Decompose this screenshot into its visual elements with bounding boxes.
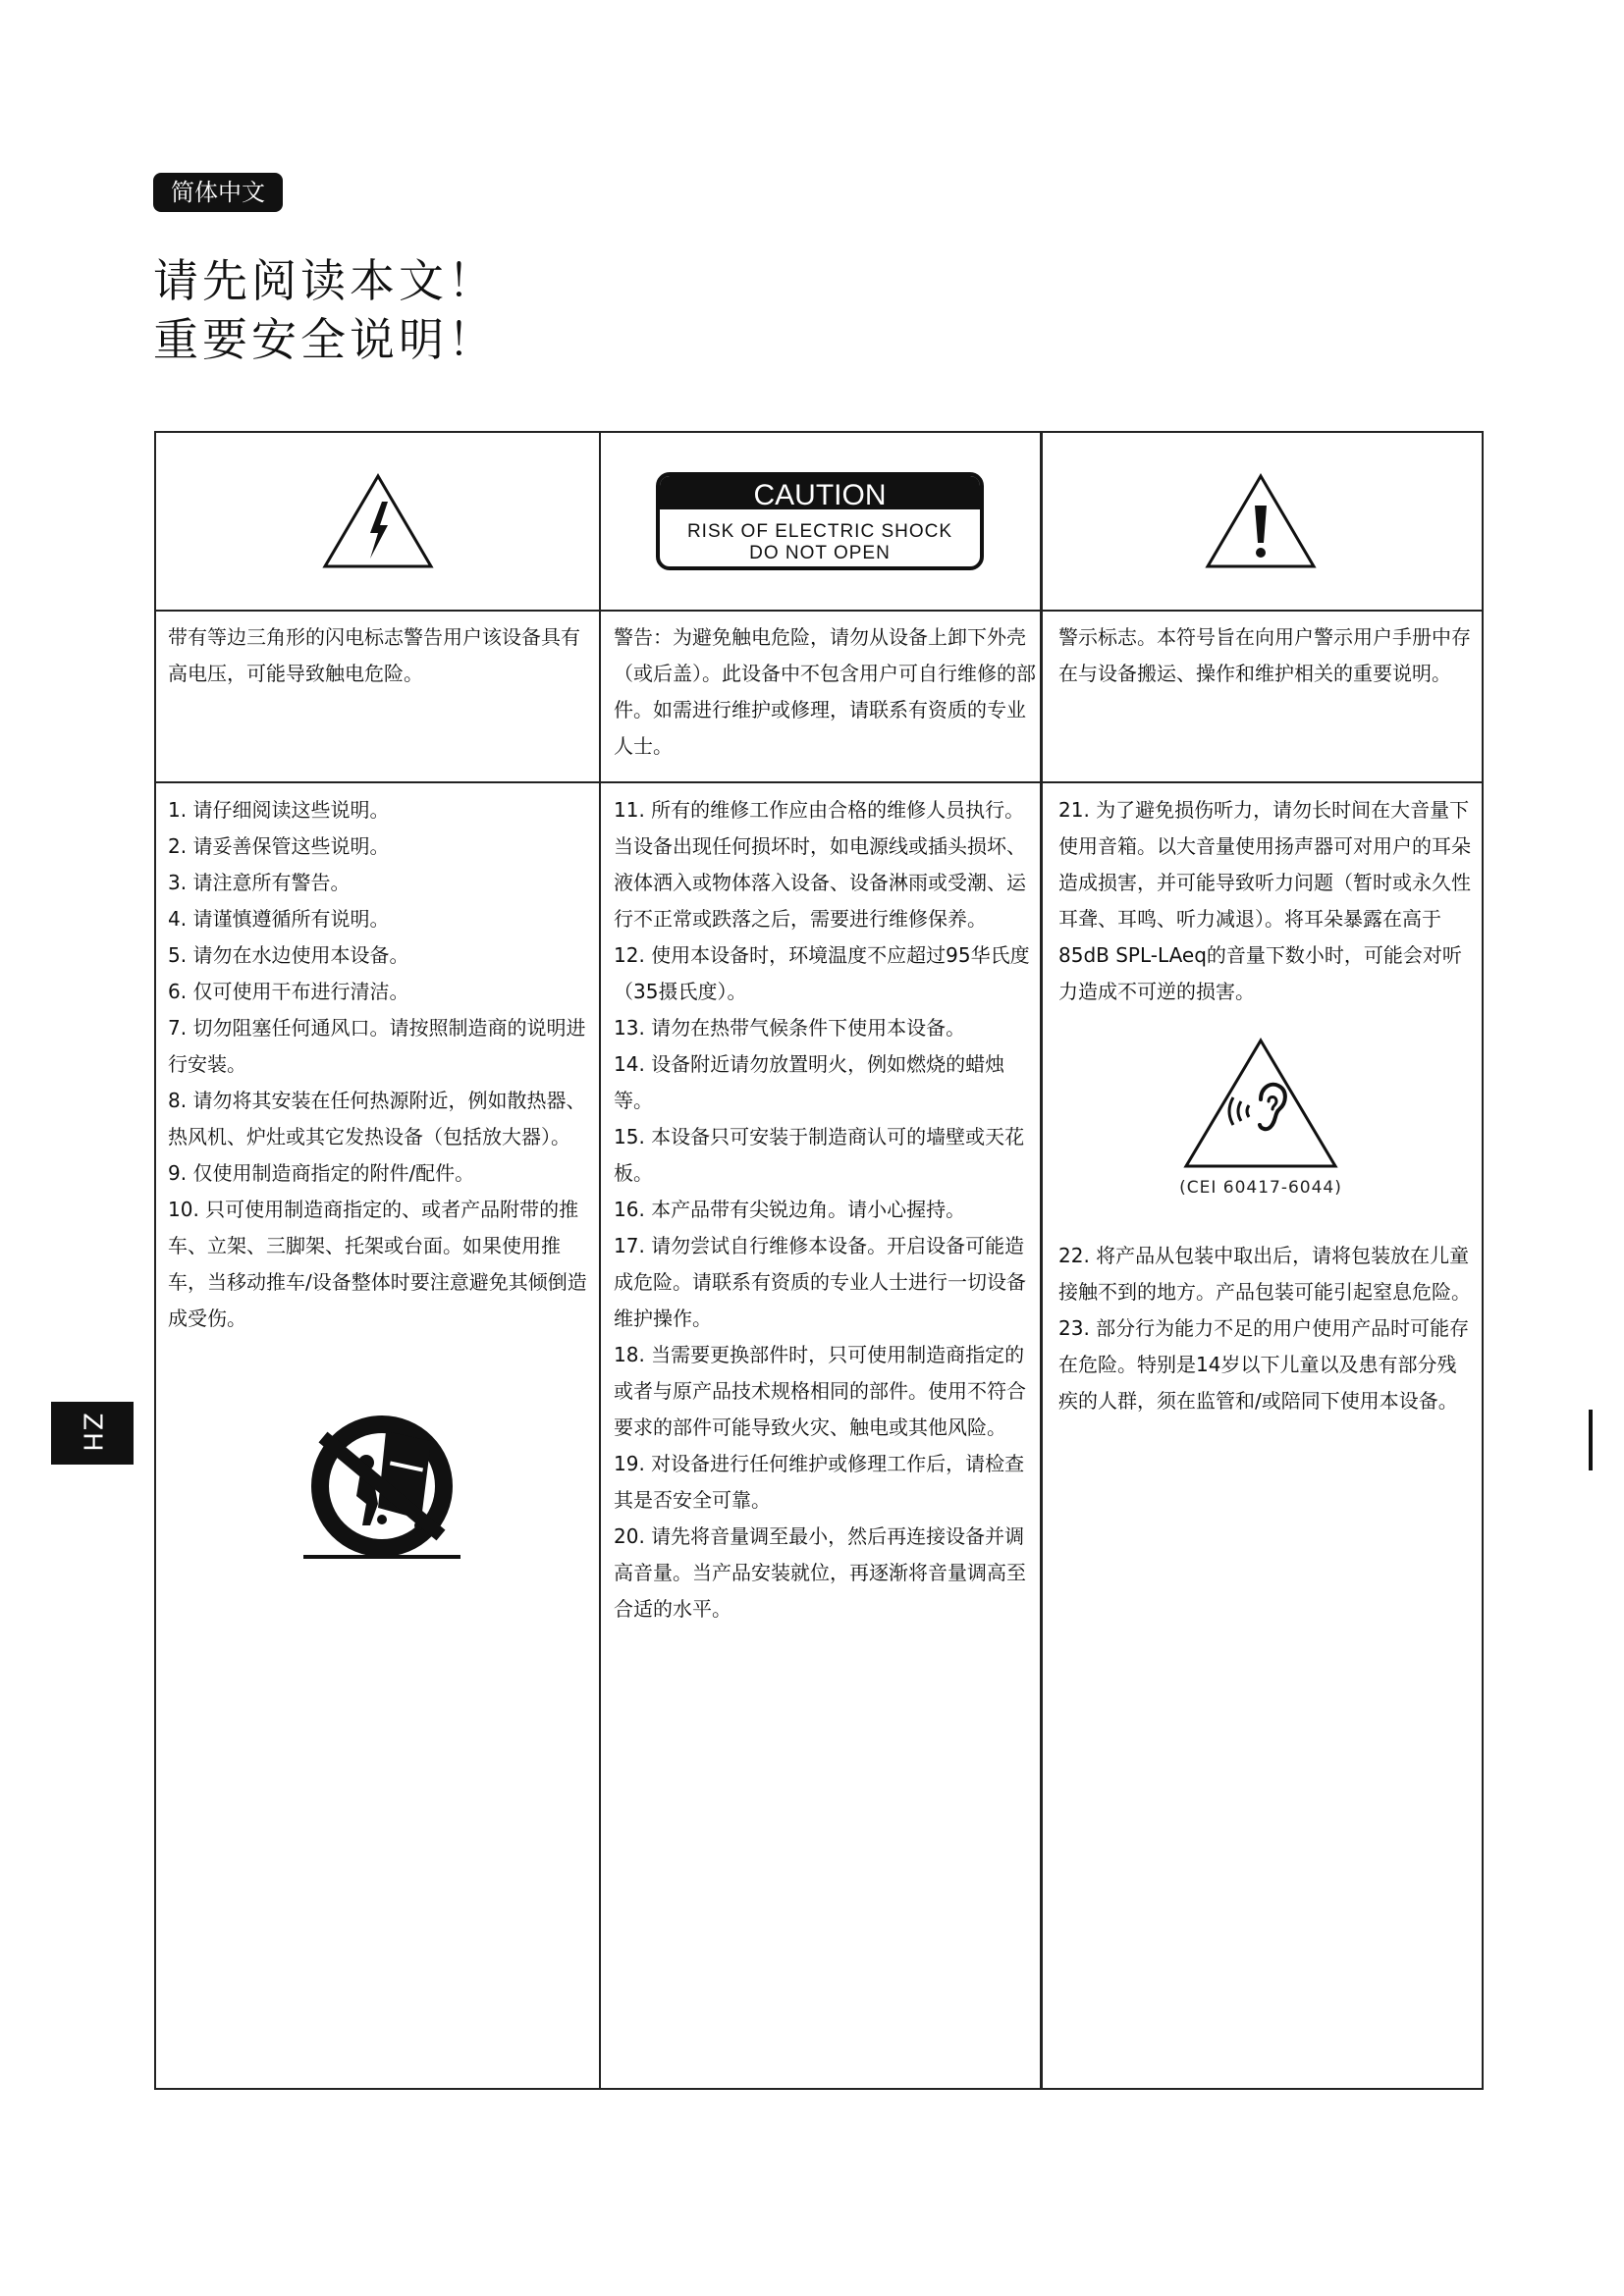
list-item: 4. 请谨慎遵循所有说明。 xyxy=(168,907,390,931)
instructions-list-1 xyxy=(168,792,590,1337)
list-item: 9. 仅使用制造商指定的附件/配件。 xyxy=(168,1161,475,1185)
list-item: 3. 请注意所有警告。 xyxy=(168,871,351,894)
icon-cell-exclamation xyxy=(1040,433,1482,610)
list-item: 1. 请仔细阅读这些说明。 xyxy=(168,798,390,822)
list-item: 11. 所有的维修工作应由合格的维修人员执行。当设备出现任何损坏时，如电源线或插头损坏、液体洒入或物体落入设备、设备淋雨或受潮、运行不正常或跌落之后，需要进行维修保养。 xyxy=(614,798,1026,931)
caution-line-1: RISK OF ELECTRIC SHOCK xyxy=(686,521,952,542)
language-side-tab xyxy=(51,1402,134,1465)
instructions-list-3-top xyxy=(1058,792,1471,1010)
hearing-symbol-block xyxy=(1040,1037,1482,1198)
list-item: 21. 为了避免损伤听力，请勿长时间在大音量下使用音箱。以大音量使用扬声器可对用户的耳朵造成损害，并可能导致听力问题（暂时或永久性耳聋、耳鸣、听力减退）。将耳朵暴露在高于85dB SPL-LAeq的音量下数小时，可能会对听力造成不可逆的损害。 xyxy=(1058,798,1471,1003)
list-item: 2. 请妥善保管这些说明。 xyxy=(168,834,390,858)
list-item: 22. 将产品从包装中取出后，请将包装放在儿童接触不到的地方。产品包装可能引起窒息危险。 xyxy=(1058,1244,1471,1304)
list-item: 14. 设备附近请勿放置明火，例如燃烧的蜡烛等。 xyxy=(614,1052,1005,1112)
side-tab-label: ZH xyxy=(78,1413,107,1454)
row-divider-1 xyxy=(156,610,1482,612)
list-item: 23. 部分行为能力不足的用户使用产品时可能存在危险。特别是14岁以下儿童以及患有部分残疾的人群，须在监管和/或陪同下使用本设备。 xyxy=(1058,1316,1470,1413)
lightning-symbol-description: 带有等边三角形的闪电标志警告用户该设备具有高电压，可能导致触电危险。 xyxy=(168,625,580,685)
page-edge-marker xyxy=(1589,1410,1593,1470)
row-divider-2 xyxy=(156,781,1482,783)
exclamation-warning-icon xyxy=(1204,472,1318,570)
list-item: 16. 本产品带有尖锐边角。请小心握持。 xyxy=(614,1198,966,1221)
safety-instructions-table xyxy=(154,431,1484,2090)
list-item: 5. 请勿在水边使用本设备。 xyxy=(168,943,409,967)
icon-cell-caution xyxy=(599,433,1040,610)
hearing-damage-icon xyxy=(1182,1037,1339,1170)
title-line-1: 请先阅读本文！ xyxy=(153,254,497,307)
caution-heading: CAUTION xyxy=(753,479,886,511)
list-item: 7. 切勿阻塞任何通风口。请按照制造商的说明进行安装。 xyxy=(168,1016,586,1076)
title-line-2: 重要安全说明！ xyxy=(153,313,497,366)
caution-description: 警告：为避免触电危险，请勿从设备上卸下外壳（或后盖）。此设备中不包含用户可自行维修的部件。如需进行维护或修理，请联系有资质的专业人士。 xyxy=(614,625,1036,758)
column-divider-2 xyxy=(1040,433,1043,2088)
page-title xyxy=(153,251,497,369)
list-item: 17. 请勿尝试自行维修本设备。开启设备可能造成危险。请联系有资质的专业人士进行一切设备维护操作。 xyxy=(614,1234,1026,1330)
column-divider-1 xyxy=(599,433,601,2088)
list-item: 18. 当需要更换部件时，只可使用制造商指定的或者与原产品技术规格相同的部件。使用不符合要求的部件可能导致火灾、触电或其他风险。 xyxy=(614,1343,1026,1439)
hearing-symbol-label: (CEI 60417-6044) xyxy=(1179,1178,1342,1198)
cart-tip-over-icon xyxy=(284,1406,480,1582)
list-item: 13. 请勿在热带气候条件下使用本设备。 xyxy=(614,1016,966,1040)
list-item: 6. 仅可使用干布进行清洁。 xyxy=(168,980,409,1003)
language-badge: 简体中文 xyxy=(153,173,283,212)
instructions-list-3-bottom xyxy=(1058,1238,1471,1419)
list-item: 8. 请勿将其安装在任何热源附近，例如散热器、热风机、炉灶或其它发热设备（包括放大器）。 xyxy=(168,1089,586,1148)
caution-label-icon xyxy=(656,472,984,570)
list-item: 19. 对设备进行任何维护或修理工作后，请检查其是否安全可靠。 xyxy=(614,1452,1025,1512)
list-item: 20. 请先将音量调至最小，然后再连接设备并调高音量。当产品安装就位，再逐渐将音量调高至合适的水平。 xyxy=(614,1524,1026,1621)
caution-line-2: DO NOT OPEN xyxy=(748,543,891,563)
list-item: 12. 使用本设备时，环境温度不应超过95华氏度（35摄氏度）。 xyxy=(614,943,1030,1003)
instructions-list-2 xyxy=(614,792,1038,1628)
list-item: 15. 本设备只可安装于制造商认可的墙壁或天花板。 xyxy=(614,1125,1025,1185)
list-item: 10. 只可使用制造商指定的、或者产品附带的推车、立架、三脚架、托架或台面。如果使用推车，当移动推车/设备整体时要注意避免其倾倒造成受伤。 xyxy=(168,1198,587,1330)
exclamation-symbol-description: 警示标志。本符号旨在向用户警示用户手册中存在与设备搬运、操作和维护相关的重要说明。 xyxy=(1058,625,1471,685)
lightning-warning-icon xyxy=(321,472,435,570)
icon-cell-lightning xyxy=(156,433,599,610)
